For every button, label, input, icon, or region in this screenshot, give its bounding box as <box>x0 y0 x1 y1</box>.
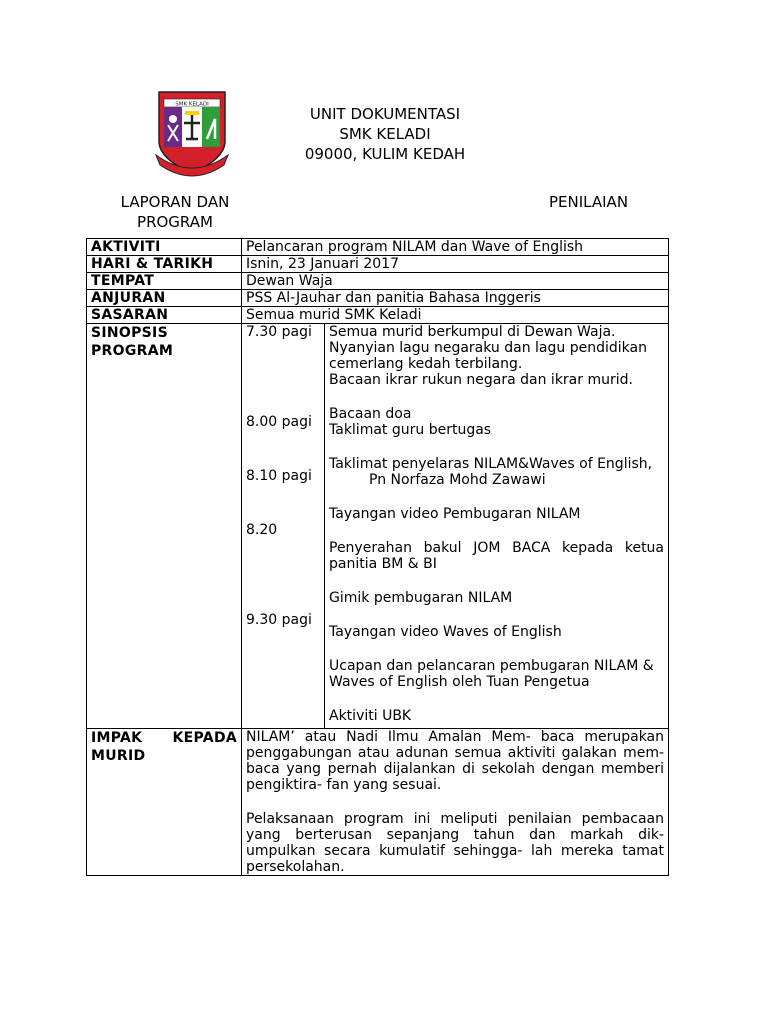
organization-header <box>240 104 530 164</box>
activity-line: Nyanyian lagu negaraku dan lagu pendidikan cemerlang kedah terbilang. <box>329 340 647 372</box>
row-label-tempat: TEMPAT <box>87 273 242 290</box>
time-slot: 8.00 pagi <box>246 414 312 430</box>
row-value-sasaran: Semua murid SMK Keladi <box>242 307 669 324</box>
row-value-anjuran: PSS Al-Jauhar dan panitia Bahasa Inggeris <box>242 290 669 307</box>
table-row <box>87 239 669 256</box>
sinopsis-row <box>87 324 669 729</box>
table-row <box>87 273 669 290</box>
activity-line: Ucapan dan pelancaran pembugaran NILAM & Waves of English oleh Tuan Pengetua <box>329 658 654 690</box>
impak-row <box>87 729 669 876</box>
activity-line: Taklimat guru bertugas <box>329 422 492 438</box>
table-row <box>87 290 669 307</box>
activity-block <box>329 590 664 724</box>
report-title-right: PENILAIAN <box>549 193 629 211</box>
time-slot: 8.20 <box>246 522 278 538</box>
activity-line: Aktiviti UBK <box>329 708 412 724</box>
table-row <box>87 256 669 273</box>
impak-label-line2: MURID <box>91 748 146 764</box>
unit-name: UNIT DOKUMENTASI <box>309 105 461 123</box>
time-slot: 7.30 pagi <box>246 324 312 340</box>
impak-paragraph: Pelaksanaan program ini meliputi penilaian pembacaan yang berterusan sepanjang tahun dan markah dik- umpulkan secara kumulatif sehingga- lah mereka tamat persekolahan. <box>246 811 665 875</box>
school-address: 09000, KULIM KEDAH <box>304 145 466 163</box>
sinopsis-label <box>87 324 242 729</box>
sinopsis-activities <box>325 324 669 729</box>
sinopsis-label-line1: SINOPSIS <box>91 325 168 341</box>
impak-label-word2: KEPADA <box>172 730 237 746</box>
row-label-anjuran: ANJURAN <box>87 290 242 307</box>
table-row <box>87 307 669 324</box>
sinopsis-label-line2: PROGRAM <box>91 343 174 359</box>
activity-line: Semua murid berkumpul di Dewan Waja. <box>329 324 616 340</box>
time-slot: 9.30 pagi <box>246 612 312 628</box>
impak-label <box>87 729 242 876</box>
activity-line: Gimik pembugaran NILAM <box>329 590 513 606</box>
row-value-aktiviti: Pelancaran program NILAM dan Wave of English <box>242 239 669 256</box>
row-label-aktiviti: AKTIVITI <box>87 239 242 256</box>
time-slot: 8.10 pagi <box>246 468 312 484</box>
impak-text <box>242 729 669 876</box>
school-name: SMK KELADI <box>339 125 431 143</box>
activity-line: Tayangan video Waves of English <box>329 624 562 640</box>
activity-line: Penyerahan bakul JOM BACA kepada ketua panitia BM & BI <box>329 540 665 572</box>
report-title-line1: LAPORAN DAN <box>120 193 230 211</box>
impak-paragraph: NILAM’ atau Nadi Ilmu Amalan Mem- baca merupakan penggabungan atau adunan semua aktiviti galakan mem- baca yang pernah dijalankan di sekolah dengan memberi pengiktira- fan yang sesuai. <box>246 729 665 793</box>
row-value-tempat: Dewan Waja <box>242 273 669 290</box>
row-value-tarikh: Isnin, 23 Januari 2017 <box>242 256 669 273</box>
activity-block <box>329 324 664 388</box>
activity-line: Bacaan doa <box>329 406 412 422</box>
report-title-left <box>100 192 250 232</box>
sinopsis-times <box>242 324 325 729</box>
activity-block <box>329 456 664 488</box>
row-label-tarikh: HARI & TARIKH <box>87 256 242 273</box>
report-title-line2: PROGRAM <box>137 213 213 231</box>
row-label-sasaran: SASARAN <box>87 307 242 324</box>
activity-block <box>329 406 664 438</box>
activity-line: Pn Norfaza Mohd Zawawi <box>369 472 546 488</box>
activity-line: Tayangan video Pembugaran NILAM <box>329 506 581 522</box>
activity-line: Bacaan ikrar rukun negara dan ikrar murid. <box>329 372 633 388</box>
impak-label-word1: IMPAK <box>91 730 143 746</box>
activity-line: Taklimat penyelaras NILAM&Waves of English, <box>329 456 653 472</box>
report-table <box>86 238 669 876</box>
activity-block <box>329 506 664 572</box>
crest-banner-text: SMK KELADI <box>175 101 209 108</box>
school-crest-logo <box>154 89 230 181</box>
